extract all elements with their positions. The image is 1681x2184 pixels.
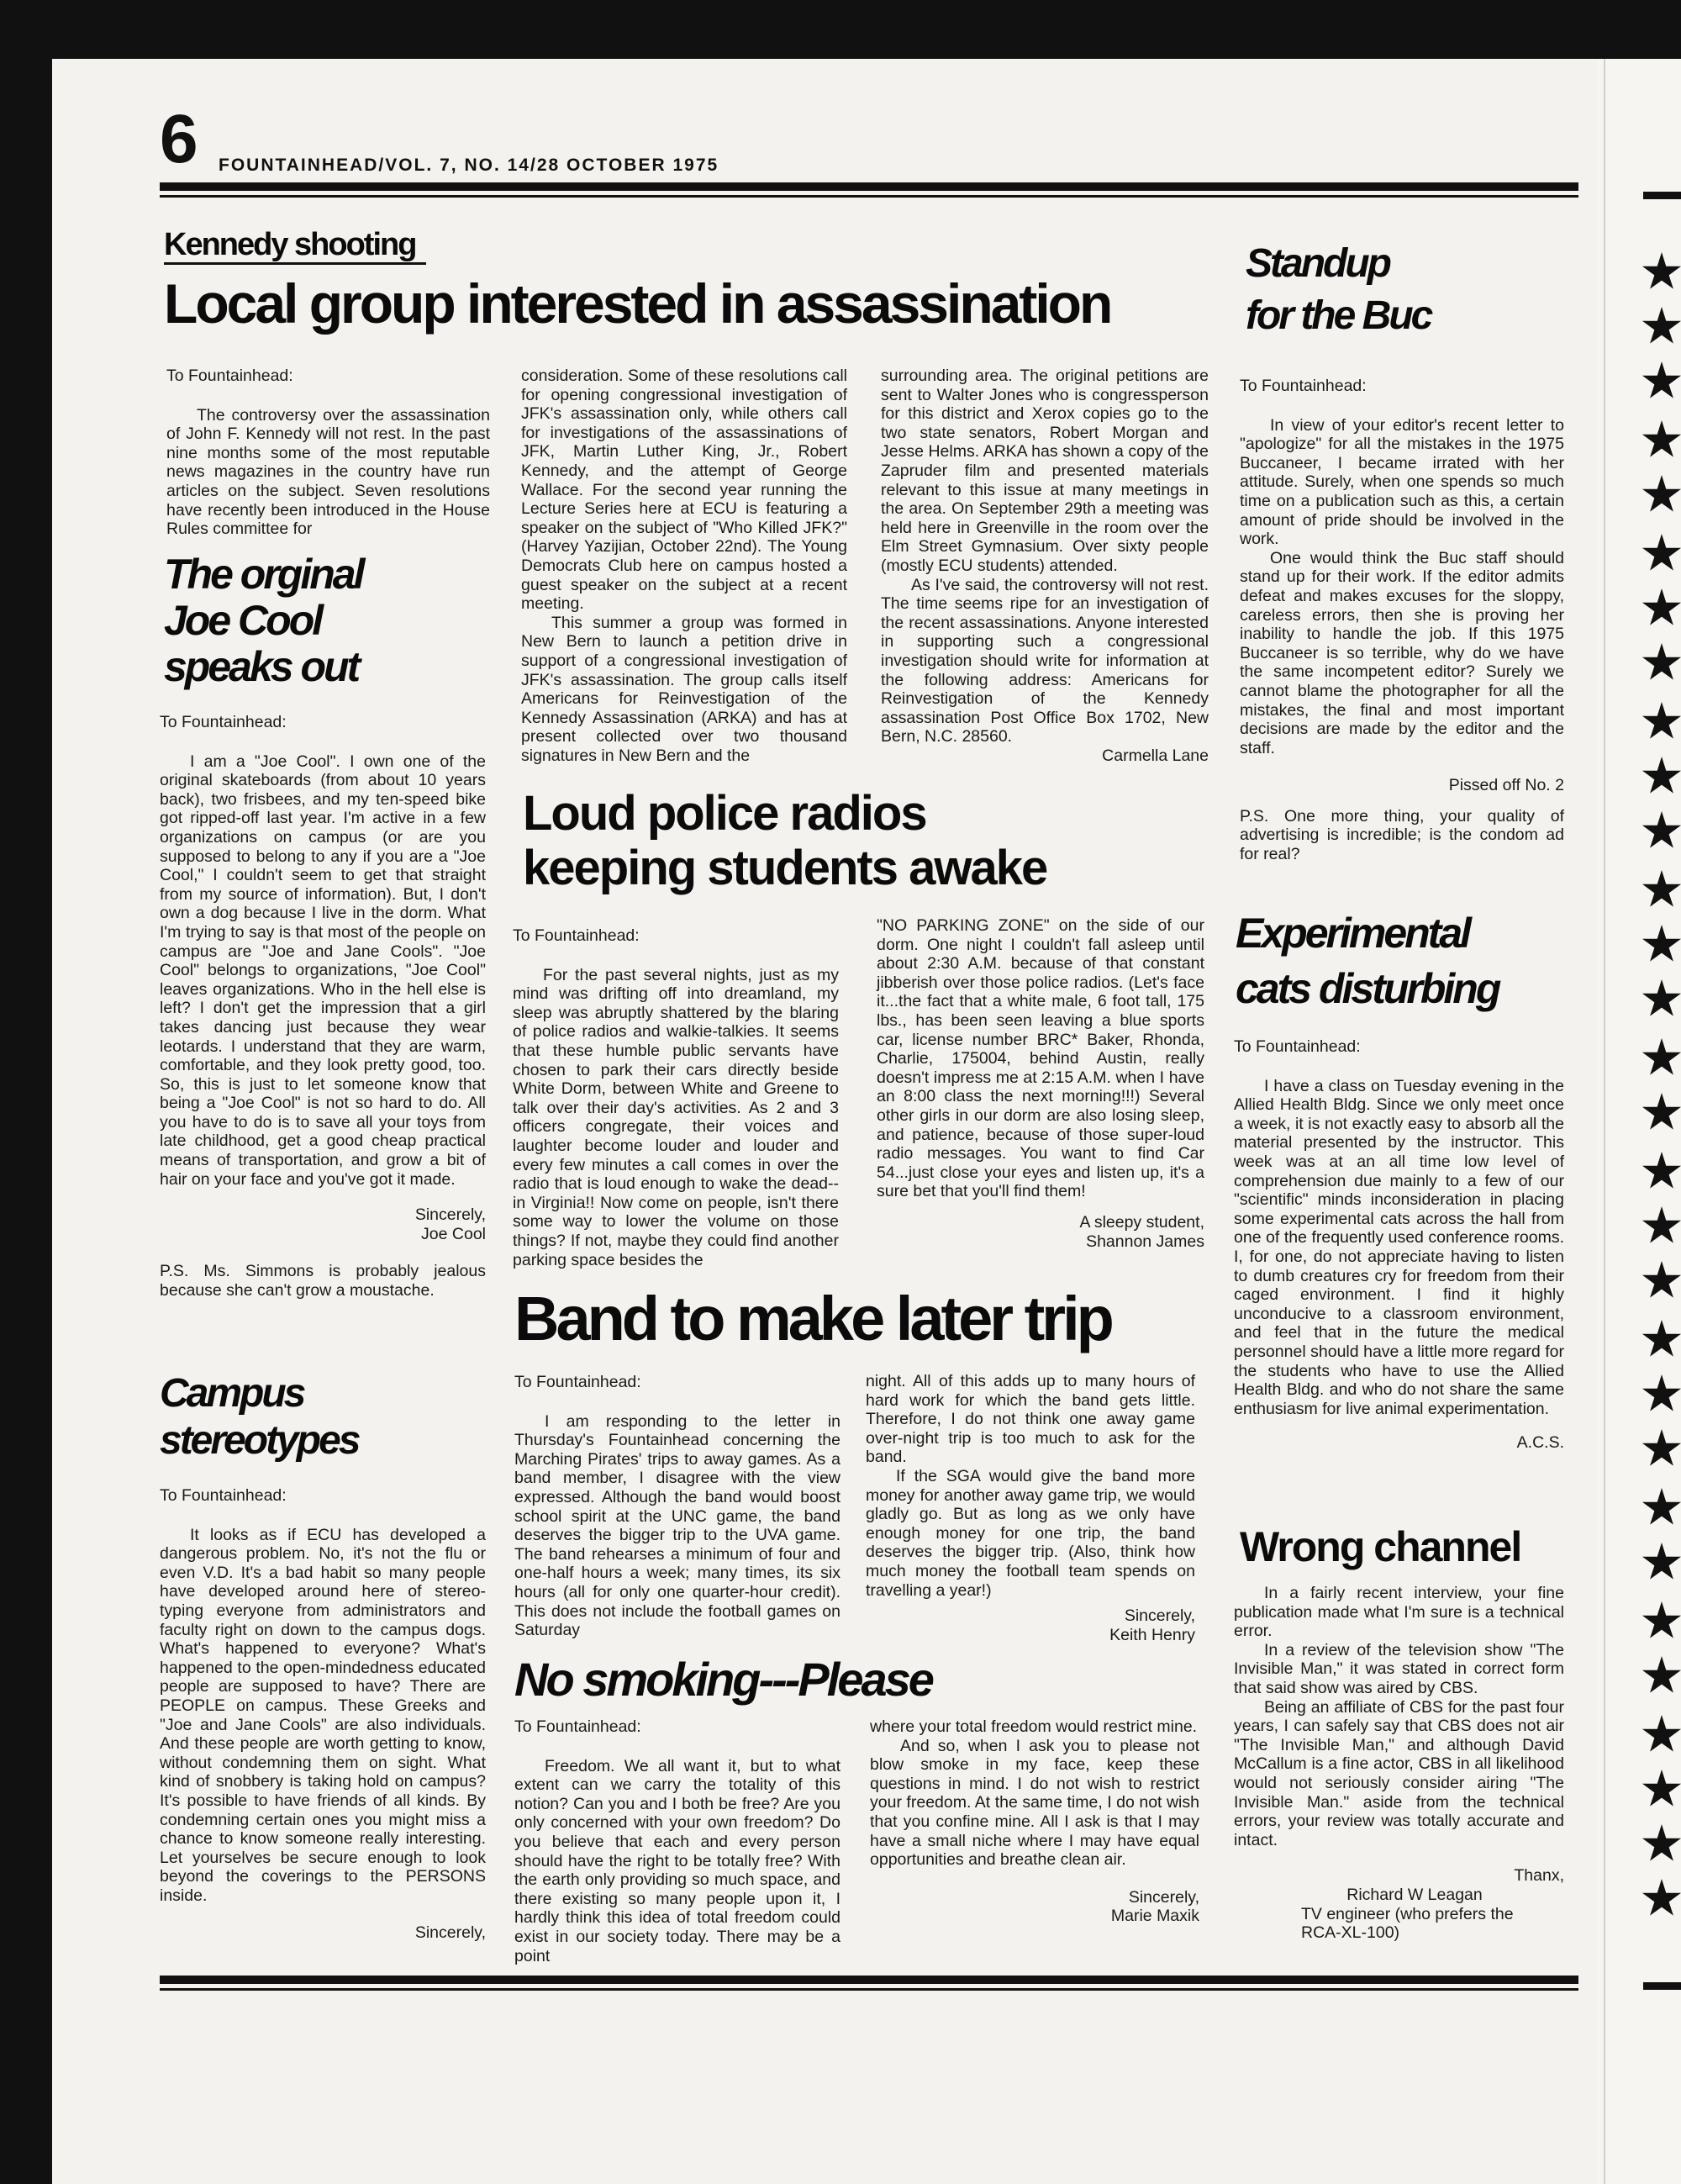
radios-column-1 — [513, 926, 839, 1269]
band-text: If the SGA would give the band more money for another away game trip, we would gladly go. But as long as we only have enough money for one trip, the band deserves the bigger trip. (Also, think how much money the football team spends on travelling a year!) — [866, 1466, 1195, 1600]
cats-letter — [1234, 1037, 1564, 1453]
headline-line: Joe Cool — [164, 597, 322, 644]
adjacent-rule — [1643, 192, 1681, 199]
kicker-kennedy: Kennedy shooting — [164, 227, 416, 262]
headline-line: stereotypes — [160, 1418, 359, 1463]
headline-line: Standup — [1246, 241, 1389, 286]
headline-line: speaks out — [164, 643, 359, 690]
signature: A.C.S. — [1516, 1433, 1564, 1453]
headline-cats — [1236, 905, 1499, 1016]
signature: Shannon James — [1086, 1232, 1204, 1251]
header-rule-thin — [160, 195, 1578, 198]
radios-text: For the past several nights, just as my mind was drifting off into dreamland, my sleep was abruptly shattered by the blaring of police radios and walkie-talkies. It seems that these humble public servants have chosen to park their cars directly beside White Dorm, between White and Greene to talk over their day's activities. As 2 and 3 officers congregate, their voices and laughter become louder and louder and every few minutes a call comes in over the radio that is loud enough to wake the dead--in Virginia!! Now come on people, isn't there some way to lower the volume on those things? If not, maybe they could find another parking space besides the — [513, 965, 839, 1269]
headline-channel: Wrong channel — [1240, 1523, 1521, 1570]
closing: Sincerely, — [1124, 1606, 1195, 1626]
salutation: To Fountainhead: — [160, 1486, 287, 1505]
kennedy-text: This summer a group was formed in New Bern to launch a petition drive in support of a congressional investigation of JFK's assassination. The group calls itself Americans for Reinvestigation of the Kennedy Assassination (ARKA) and has at present collected over two thousand signatures in New Bern and the — [521, 613, 847, 765]
headline-line: Loud police radios — [523, 786, 926, 841]
headline-line: cats disturbing — [1236, 965, 1499, 1012]
radios-text: "NO PARKING ZONE" on the side of our dorm. One night I couldn't fall asleep until about 2:30 A.M. because of that constant jibberish over those police radios. (Let's face it...the fact that a white male, 6 foot tall, 175 lbs., has been seen leaving a blue sports car, license number BRC* Baker, Rhonda, Charlie, 175004, behind Austin, really doesn't impress me at 2:15 A.M. when I have an 8:00 class the next morning!!!) Several other girls in our dorm are also losing sleep, and patience, because of those super-loud radio messages. You want to find Car 54...just close your eyes and listen up, it's a sure bet that you'll find them! — [877, 916, 1204, 1201]
header-rule — [160, 182, 1578, 191]
page-fold — [1604, 59, 1605, 2184]
closing: Thanx, — [1514, 1866, 1564, 1886]
kennedy-text: surrounding area. The original petitions are sent to Walter Jones who is congressperson for this district and Xerox copies go to the two state senators, Robert Morgan and Jesse Helms. ARKA has shown a copy of the Zapruder film and presented materials relevant to this issue at many meetings in the area. On September 29th a meeting was held here in Greenville in the room over the Elm Street Gymnasium. Over sixty people (mostly ECU students) attended. — [881, 367, 1209, 575]
headline-campus — [160, 1370, 358, 1464]
headline-line: The orginal — [164, 551, 363, 598]
footer-rule-thin — [160, 1988, 1578, 1991]
smoking-column-1 — [514, 1717, 840, 1965]
band-column-2 — [866, 1372, 1195, 1644]
channel-text: Being an affiliate of CBS for the past four years, I can safely say that CBS does not air "The Invisible Man," and although David McCallum is a fine actor, CBS in all likelihood would not seriously consider airing "The Invisible Man." aside from the technical errors, your review was totally accurate and intact. — [1234, 1697, 1564, 1849]
smoking-text: And so, when I ask you to please not blow smoke in my face, keep these questions in mind. I do not wish to restrict your freedom. At the same time, I do not wish that you confine mine. All I ask is that I may have a small niche where I may have equal opportunities and breathe clean air. — [870, 1736, 1199, 1870]
headline-line: keeping students awake — [523, 841, 1047, 895]
kennedy-column-1 — [166, 367, 490, 539]
joecool-letter — [160, 713, 486, 1300]
cats-text: I have a class on Tuesday evening in the Allied Health Bldg. Since we only meet once a week, it is not exactly easy to absorb all the material presented by the instructor. This week was at an all time low level of comprehension due mainly to a few of our "scientific" minds inconsideration in placing some experimental cats across the hall from one of the frequently used conference rooms. I, for one, do not appreciate having to listen to dumb creatures cry for freedom from their caged environment. I find it highly unconducive to a classroom environment, and feel that in the future the medical personnel should have a little more regard for the students who have to use the Allied Health Bldg. and who do not share the same enthusiasm for live animal experimentation. — [1234, 1076, 1564, 1418]
kennedy-text: consideration. Some of these resolutions call for opening congressional investigation of JFK's assassination only, while others call for investigations of the assassinations of JFK, Martin Luther King, Jr., Robert Kennedy, and the attempt of George Wallace. For the second year running the Lecture Series here at ECU is featuring a speaker on the subject of "Who Killed JFK?" (Harvey Yazijian, October 22nd). The Young Democrats Club here on campus hosted a guest speaker on the subject at a recent meeting. — [521, 367, 847, 614]
joecool-ps: P.S. Ms. Simmons is probably jealous because she can't grow a moustache. — [160, 1262, 486, 1300]
footer-rule — [160, 1976, 1578, 1984]
kicker-underline — [164, 262, 426, 265]
salutation: To Fountainhead: — [514, 1717, 641, 1736]
channel-text: In a fairly recent interview, your fine publication made what I'm sure is a technical error. — [1234, 1584, 1564, 1641]
headline-line: Experimental — [1236, 910, 1470, 957]
signature: A sleepy student, — [1079, 1212, 1204, 1232]
signature: Marie Maxik — [1110, 1907, 1199, 1926]
salutation: To Fountainhead: — [513, 926, 640, 945]
adjacent-rule — [1643, 1982, 1681, 1990]
closing: Sincerely, — [414, 1205, 486, 1225]
headline-line: Campus — [160, 1371, 304, 1416]
closing: Sincerely, — [414, 1923, 486, 1943]
standup-ps: P.S. One more thing, your quality of advertising is incredible; is the condom ad for real? — [1240, 806, 1564, 864]
kennedy-column-3 — [881, 367, 1209, 765]
radios-column-2 — [877, 916, 1204, 1251]
smoking-text: where your total freedom would restrict mine. — [870, 1717, 1198, 1736]
headline-joecool — [164, 551, 362, 690]
kennedy-column-2 — [521, 367, 847, 765]
folio-line: FOUNTAINHEAD/VOL. 7, NO. 14/28 OCTOBER 1975 — [219, 156, 719, 175]
standup-text: One would think the Buc staff should stand up for their work. If the editor admits defeat and makes excuses for the sloppy, careless errors, then she is proving her inability to handle the job. If this 1975 Buccaneer is so terrible, why do we have the same incompetent editor? Surely we cannot blame the photographer for all the mistakes, the final and most important decisions are made by the editor and the staff. — [1240, 548, 1564, 757]
headline-standup — [1246, 238, 1431, 342]
signature: Carmella Lane — [1102, 746, 1209, 765]
salutation: To Fountainhead: — [166, 367, 293, 385]
band-column-1 — [514, 1373, 840, 1640]
campus-letter — [160, 1486, 486, 1943]
kennedy-text: The controversy over the assassination of John F. Kennedy will not rest. In the past nine months some of the most reputable news magazines in the country have run articles on the subject. Seven resolutions have recently been introduced in the House Rules committee for — [166, 405, 490, 539]
kennedy-text: As I've said, the controversy will not rest. The time seems ripe for an investigation of the recent assassinations. Anyone interested in supporting such a congressional investigation should write for information at the following address: Americans for Reinvestigation of the Kennedy assassination Post Office Box 1702, New Bern, N.C. 28560. — [881, 575, 1209, 746]
channel-text: In a review of the television show "The Invisible Man," it was stated in correct form that said show was aired by CBS. — [1234, 1640, 1564, 1697]
campus-text: It looks as if ECU has developed a dangerous problem. No, it's not the flu or even V.D. It's a bad habit so many people have developed around here of stereo-typing everyone from administrators and faculty right on down to the campus dogs. What's happened to everyone? What's happened to the open-mindedness educated people are supposed to have? There are PEOPLE on campus. These Greeks and "Joe and Jane Cools" are also individuals. And these people are worth getting to know, without condemning them on sight. What kind of snobbery is taking hold on campus? It's possible to have friends of all kinds. By condemning certain ones you might miss a chance to know someone really interesting. Let yourselves be secure enough to look beyond the coverings to the PERSONS inside. — [160, 1525, 486, 1905]
smoking-text: Freedom. We all want it, but to what extent can we carry the totality of this notion? Can you and I both be free? Are you only concerned with your own freedom? Do you believe that each and every person should have the right to be totally free? With the earth only providing so much space, and there existing so many people upon it, I hardly think this idea of total freedom could exist in our society today. There may be a point — [514, 1756, 840, 1965]
smoking-column-2 — [870, 1717, 1199, 1926]
page-number: 6 — [160, 101, 198, 177]
headline-line: for the Buc — [1246, 293, 1431, 338]
closing: Sincerely, — [1128, 1887, 1199, 1907]
salutation: To Fountainhead: — [1240, 377, 1367, 395]
channel-letter — [1234, 1584, 1564, 1943]
headline-smoking: No smoking---Please — [514, 1653, 932, 1706]
joecool-text: I am a "Joe Cool". I own one of the original skateboards (from about 10 years back), two frisbees, and my ten-speed bike got ripped-off last year. I'm active in a few organizations on campus (or are you supposed to belong to any if you are a "Joe Cool," I couldn't seem to get that straight from my source of information). But, I don't own a dog because I live in the dorm. What I'm trying to say is that most of the people on campus are "Joe and Jane Cools". "Joe Cool" belongs to organizations, "Joe Cool" leaves organizations. Who in the hell else is left? I don't get the impression that a girl takes dancing just because they wear leotards. I understand that they are warm, comfortable, and they look pretty good, too. So, this is just to let someone know that being a "Joe Cool" is not so hard to do. All you have to do is to save all your toys from late childhood, get a good cheap practical means of transportation, and grow a bit of hair on your face and you've got it made. — [160, 752, 486, 1189]
signature: Joe Cool — [421, 1224, 486, 1243]
signature: Pissed off No. 2 — [1448, 776, 1564, 795]
standup-text: In view of your editor's recent letter to "apologize" for all the mistakes in the 1975 Buccaneer, I became irrated with her attitude. Surely, when one spends so much time on a publication such as this, a certain amount of pride should be involved in the work. — [1240, 415, 1564, 549]
signature: Keith Henry — [1109, 1625, 1195, 1644]
headline-radios — [523, 786, 1046, 895]
standup-letter — [1240, 377, 1564, 864]
salutation: To Fountainhead: — [1234, 1037, 1361, 1056]
headline-band: Band to make later trip — [514, 1284, 1111, 1353]
salutation: To Fountainhead: — [160, 713, 287, 731]
signature: Richard W Leagan — [1346, 1885, 1483, 1904]
band-text: I am responding to the letter in Thursday's Fountainhead concerning the Marching Pirates' trips to away games. As a band member, I disagree with the view expressed. Although the band would boost school spirit at the UNC game, the band deserves the bigger trip to the UVA game. The band rehearses a minimum of four and one-half hours a week; many times, its six hours (all for only one quarter-hour credit). This does not include the football games on Saturday — [514, 1411, 840, 1640]
salutation: To Fountainhead: — [514, 1373, 641, 1391]
band-text: night. All of this adds up to many hours of hard work for which the band gets little. Therefore, I do not think one away game over-night trip is too much to ask for the band. — [866, 1372, 1195, 1467]
signature: TV engineer (who prefers the RCA-XL-100) — [1301, 1904, 1514, 1943]
headline-kennedy: Local group interested in assassination — [164, 272, 1111, 335]
